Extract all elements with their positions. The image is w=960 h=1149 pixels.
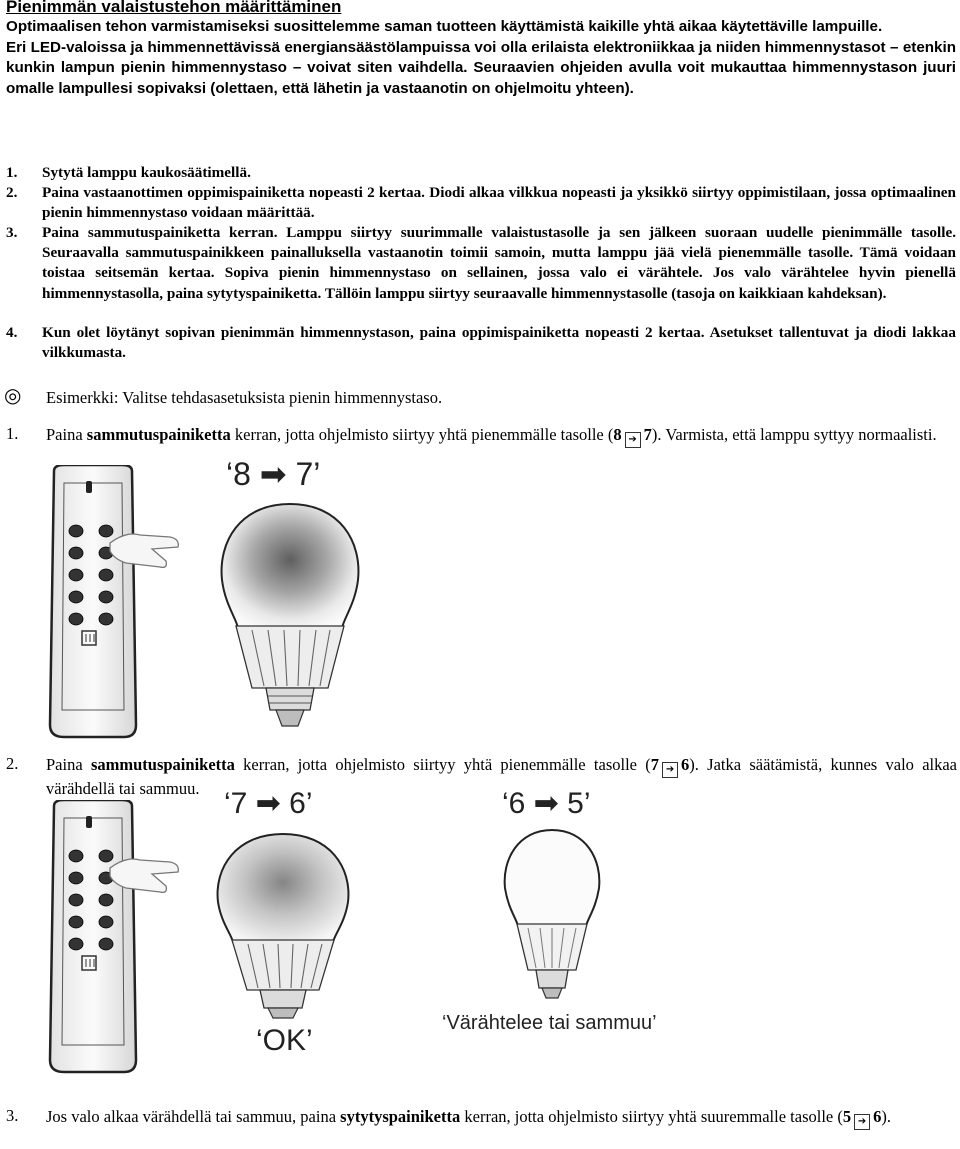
level-to: 6 xyxy=(681,755,690,774)
step-3 xyxy=(6,223,956,304)
ex-step-3-text xyxy=(46,1106,957,1130)
remote-control-illustration-1 xyxy=(40,465,190,740)
text-bold: sammutuspainiketta xyxy=(90,755,235,774)
text-bold: sytytyspainiketta xyxy=(340,1107,461,1126)
step-text: Kun olet löytänyt sopivan pienimmän himmennystason, paina oppimispainiketta nopeasti 2 kertaa. Asetukset tallentuvat ja diodi lakkaa vilkkumasta. xyxy=(42,324,956,362)
text-run: kerran, jotta ohjelmisto siirtyy yhtä pienemmälle tasolle ( xyxy=(234,755,651,774)
page-title: Pienimmän valaistustehon määrittäminen xyxy=(6,0,342,16)
step-number: 1. xyxy=(6,164,18,181)
light-bulb-off xyxy=(498,826,606,1016)
text-run: ). xyxy=(881,1107,891,1126)
arrow-icon: ➔ xyxy=(625,432,641,448)
level-to: 7 xyxy=(643,425,652,444)
light-bulb-glowing xyxy=(210,500,370,735)
step-2 xyxy=(6,183,956,223)
caption-flicker: ‘Värähtelee tai sammuu’ xyxy=(442,1012,657,1034)
level-to: 6 xyxy=(873,1107,882,1126)
remote-control-illustration-2 xyxy=(40,800,190,1075)
level-from: 5 xyxy=(842,1107,852,1126)
step-number: 3. xyxy=(6,224,18,241)
example-text: Esimerkki: Valitse tehdasasetuksista pienin himmennystaso. xyxy=(46,388,443,407)
text-run: kerran, jotta ohjelmisto siirtyy yhtä pienemmälle tasolle ( xyxy=(230,425,614,444)
text-run: Paina xyxy=(46,755,91,774)
caption-7-to-6: ‘7 ➡ 6’ xyxy=(224,787,313,820)
light-bulb-dim xyxy=(208,830,358,1020)
ex-step-3-number: 3. xyxy=(6,1106,19,1125)
step-4 xyxy=(6,323,956,363)
step-number: 4. xyxy=(6,324,18,341)
caption-ok: ‘OK’ xyxy=(256,1024,313,1057)
ex-step-2-number: 2. xyxy=(6,754,19,773)
intro-text xyxy=(6,17,956,99)
caption-8-to-7: ‘8 ➡ 7’ xyxy=(226,456,321,492)
text-run: kerran, jotta ohjelmisto siirtyy yhtä suuremmalle tasolle ( xyxy=(460,1107,843,1126)
arrow-icon: ➔ xyxy=(854,1114,870,1130)
text-bold: sammutuspainiketta xyxy=(86,425,231,444)
step-number: 2. xyxy=(6,184,18,201)
intro-paragraph-1: Optimaalisen tehon varmistamiseksi suosittelemme saman tuotteen käyttämistä kaikille yhtä aikaa käytettäville lampuille. xyxy=(6,18,883,35)
step-text: Paina sammutuspainiketta kerran. Lamppu siirtyy suurimmalle valaistustasolle ja sen jälkeen suoraan uudelle pienimmälle tasolle. Seuraavalla sammutuspainikkeen painalluksella vastaanotin toimii samoin, mutta lamppu jää vielä pienemmälle tasolle. Tämä voidaan toistaa seitsemän kertaa. Sopiva pienin himmennystaso on sellainen, jossa valo ei värähtele. Jos valo värähtelee hyvin pienellä himmennystasolla, paina sytytyspainiketta. Tällöin lamppu siirtyy seuraavalle himmennystasolle (tasoja on kaikkiaan kahdeksan). xyxy=(42,224,956,302)
step-1 xyxy=(6,163,956,183)
text-run: Jos valo alkaa värähdellä tai sammuu, paina xyxy=(46,1107,341,1126)
arrow-icon: ➔ xyxy=(662,762,678,778)
text-run: ). Jatka säätämistä, kunnes valo alkaa värähdellä tai sammuu. xyxy=(46,755,957,798)
level-from: 8 xyxy=(613,425,622,444)
example-symbol: ◎ xyxy=(4,385,22,407)
level-from: 7 xyxy=(650,755,660,774)
ex-step-1-number: 1. xyxy=(6,424,19,443)
intro-paragraph-2: Eri LED-valoissa ja himmennettävissä energiansäästölampuissa voi olla erilaista elektroniikkaa ja niiden himmennystasot – etenkin kunkin lampun pienin himmennystaso – voivat siten vaihdella. Seuraavien ohjeiden avulla voit mukauttaa himmennystason juuri omalle lampullesi sopivaksi (olettaen, että lähetin ja vastaanotin on ohjelmoitu yhteen). xyxy=(6,38,956,97)
ex-step-1-text xyxy=(46,424,957,448)
text-run: Paina xyxy=(46,425,87,444)
text-run: ). Varmista, että lamppu syttyy normaalisti. xyxy=(651,425,937,444)
step-text: Paina vastaanottimen oppimispainiketta nopeasti 2 kertaa. Diodi alkaa vilkkua nopeasti ja yksikkö siirtyy oppimistilaan, jossa optimaalinen pienin himmennystaso voidaan määrittää. xyxy=(42,184,956,222)
caption-6-to-5: ‘6 ➡ 5’ xyxy=(502,787,591,820)
step-text: Sytytä lamppu kaukosäätimellä. xyxy=(42,164,251,181)
